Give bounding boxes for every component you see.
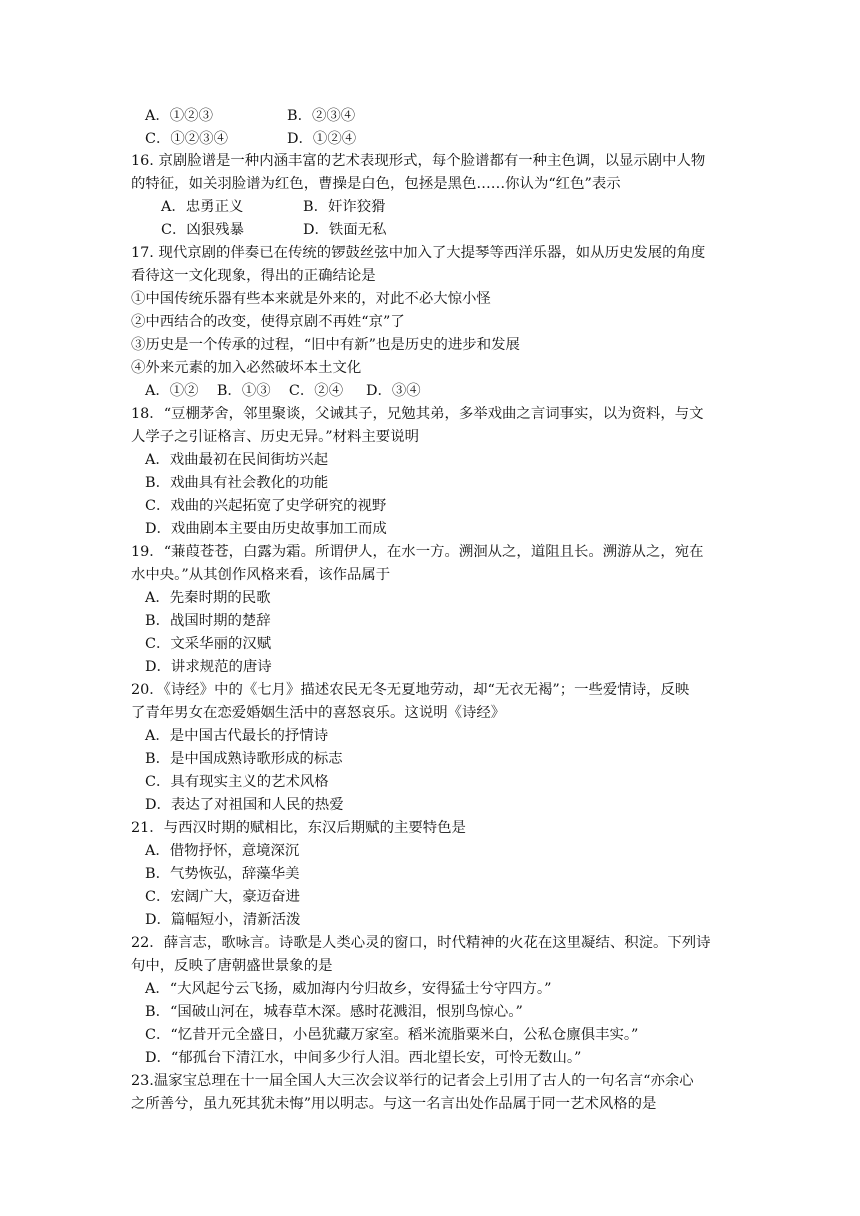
- q19-option-a: A．先秦时期的民歌: [145, 590, 271, 606]
- q22-option-a: A．“大风起兮云飞扬，威加海内兮归故乡，安得猛士兮守四方。”: [145, 981, 552, 997]
- q19-option-b: B．战国时期的楚辞: [145, 613, 271, 629]
- q18-option-d: D．戏曲剧本主要由历史故事加工而成: [145, 521, 387, 537]
- q23-stem-line1: 23.温家宝总理在十一届全国人大三次会议举行的记者会上引用了古人的一句名言“亦余心: [131, 1073, 694, 1089]
- q20-stem-line2: 了青年男女在恋爱婚姻生活中的喜怒哀乐。这说明《诗经》: [131, 705, 506, 721]
- q22-option-c: C．“忆昔开元全盛日，小邑犹藏万家室。稻米流脂粟米白，公私仓廪俱丰实。”: [145, 1027, 639, 1043]
- q21-option-d: D．篇幅短小，清新活泼: [145, 912, 301, 928]
- q23-stem-line2: 之所善兮，虽九死其犹未悔”用以明志。与这一名言出处作品属于同一艺术风格的是: [131, 1096, 657, 1112]
- q15-option-d: D．①②④: [287, 131, 357, 147]
- q15-option-a: A．①②③: [145, 108, 213, 124]
- q16-stem-line2: 的特征，如关羽脸谱为红色，曹操是白色，包拯是黑色……你认为“红色”表示: [131, 176, 621, 192]
- q19-stem-line2: 水中央。”从其创作风格来看，该作品属于: [131, 567, 391, 583]
- q22-stem-line1: 22．薛言志，歌咏言。诗歌是人类心灵的窗口，时代精神的火花在这里凝结、积淀。下列诗: [131, 935, 711, 951]
- q17-statement-2: ②中西结合的改变，使得京剧不再姓“京”了: [131, 314, 405, 330]
- q20-option-b: B．是中国成熟诗歌形成的标志: [145, 751, 343, 767]
- q20-stem-line1: 20．《诗经》中的《七月》描述农民无冬无夏地劳动，却“无衣无褐”；一些爱情诗，反映: [131, 682, 690, 698]
- q21-stem: 21．与西汉时期的赋相比，东汉后期赋的主要特色是: [131, 820, 466, 836]
- q18-option-b: B．戏曲具有社会教化的功能: [145, 475, 329, 491]
- q20-option-d: D．表达了对祖国和人民的热爱: [145, 797, 344, 813]
- q17-statement-1: ①中国传统乐器有些本来就是外来的，对此不必大惊小怪: [131, 291, 491, 307]
- q17-options: A．①② B．①③ C．②④ D．③④: [145, 383, 421, 399]
- q22-stem-line2: 句中，反映了唐朝盛世景象的是: [131, 958, 333, 974]
- q20-option-c: C．具有现实主义的艺术风格: [145, 774, 329, 790]
- q16-stem-line1: 16. 京剧脸谱是一种内涵丰富的艺术表现形式，每个脸谱都有一种主色调，以显示剧中人物: [131, 153, 706, 169]
- q18-option-c: C．戏曲的兴起拓宽了史学研究的视野: [145, 498, 387, 514]
- q17-stem-line1: 17. 现代京剧的伴奏已在传统的锣鼓丝弦中加入了大提琴等西洋乐器，如从历史发展的角度: [131, 245, 706, 261]
- q17-statement-4: ④外来元素的加入必然破坏本土文化: [131, 360, 362, 376]
- q17-stem-line2: 看待这一文化现象，得出的正确结论是: [131, 268, 376, 284]
- q21-option-c: C．宏阔广大，豪迈奋进: [145, 889, 300, 905]
- q16-option-b: B．奸诈狡猾: [303, 199, 386, 215]
- q15-option-c: C．①②③④: [145, 131, 228, 147]
- q22-option-b: B．“国破山河在，城春草木深。感时花溅泪，恨别鸟惊心。”: [145, 1004, 523, 1020]
- q16-option-c: C．凶狠残暴: [161, 222, 244, 238]
- q18-stem-line2: 人学子之引证格言、历史无异。”材料主要说明: [131, 429, 419, 445]
- q16-option-a: A．忠勇正义: [161, 199, 244, 215]
- q18-stem-line1: 18．“豆棚茅舍，邻里聚谈，父诫其子，兄勉其弟，多举戏曲之言词事实，以为资料，与文: [131, 406, 704, 422]
- q19-option-d: D．讲求规范的唐诗: [145, 659, 272, 675]
- q22-option-d: D．“郁孤台下清江水，中间多少行人泪。西北望长安，可怜无数山。”: [145, 1050, 582, 1066]
- q21-option-b: B．气势恢弘，辞藻华美: [145, 866, 300, 882]
- q19-stem-line1: 19．“蒹葭苍苍，白露为霜。所谓伊人，在水一方。溯洄从之，道阻且长。溯游从之，宛在: [131, 544, 704, 560]
- q16-option-d: D．铁面无私: [303, 222, 387, 238]
- q20-option-a: A．是中国古代最长的抒情诗: [145, 728, 329, 744]
- q15-option-b: B．②③④: [287, 108, 356, 124]
- q18-option-a: A．戏曲最初在民间街坊兴起: [145, 452, 329, 468]
- q19-option-c: C．文采华丽的汉赋: [145, 636, 272, 652]
- q21-option-a: A．借物抒怀，意境深沉: [145, 843, 300, 859]
- q17-statement-3: ③历史是一个传承的过程，“旧中有新”也是历史的进步和发展: [131, 337, 520, 353]
